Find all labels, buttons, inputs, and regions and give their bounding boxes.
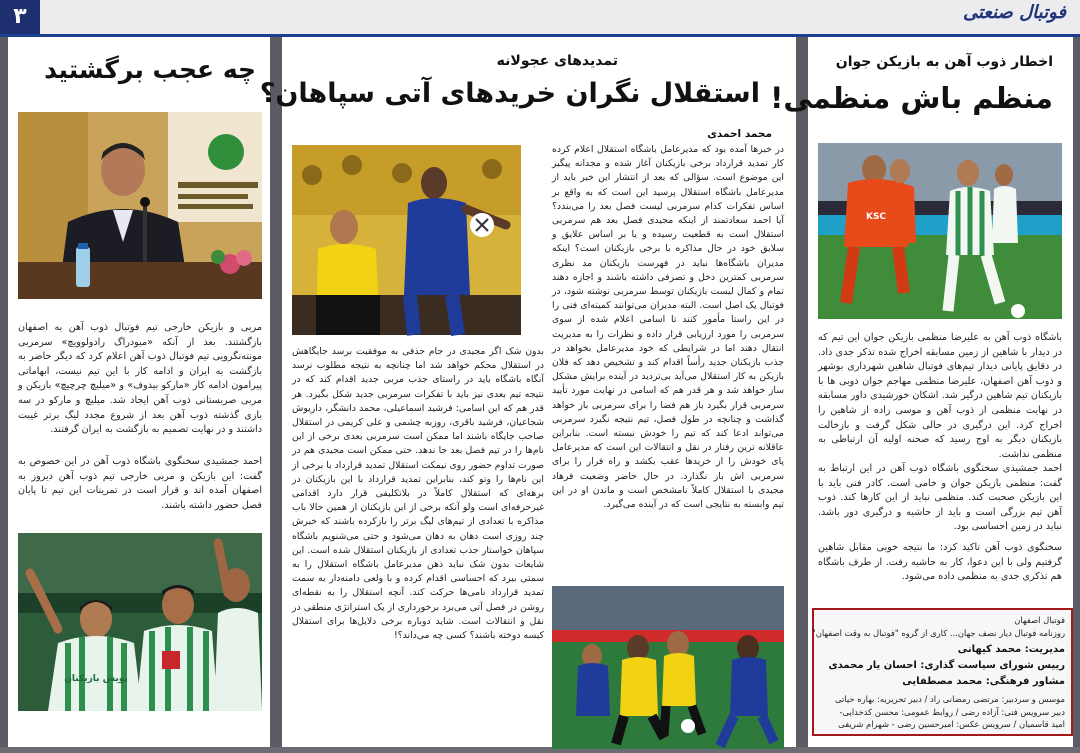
jersey-sponsor: پویش بازیکنان — [64, 674, 128, 684]
middle-kicker: تمدیدهای عجولانه — [496, 53, 618, 69]
gutter-right — [1073, 37, 1080, 747]
masthead-box — [812, 608, 1073, 736]
byline: محمد احمدی — [707, 128, 772, 140]
page-number: ۳ — [0, 0, 40, 34]
masthead-line7: دبیر سرویس فنی: آزاده رضی / روابط عمومی: محسن کدخدایی- — [839, 707, 1065, 717]
gutter-left — [0, 37, 8, 747]
right-headline: منظم باش منظمی! — [770, 81, 1053, 115]
right-article-para2: احمد جمشیدی سخنگوی باشگاه ذوب آهن در این ارتباط به گفت: منظمی بازیکن جوان و خامی است. کادر فنی باید با این بازیکن صحبت کند. منظمی نباید از این کارها کند. ذوب آهن تیم بزرگی است و باید از حاشیه و درگیری دور باشد. نباید در زمین احساسی بود. — [818, 463, 1062, 533]
gutter-center-right — [796, 37, 808, 747]
right-kicker: اخطار ذوب آهن به بازیکن جوان — [835, 54, 1053, 70]
players-celebration-photo — [18, 533, 262, 711]
masthead-cultural-advisor: مشاور فرهنگی: محمد مصطفایی — [902, 676, 1065, 687]
left-article-para2: احمد جمشیدی سخنگوی باشگاه ذوب آهن در این خصوص به گفت: این بازیکن و مربی خارجی تیم ذوب آهن دیروز به اصفهان آمده اند و قرار است در تمرینات این تیم تا پایان فصل حضور داشته باشند. — [18, 456, 262, 511]
manazami-match-photo — [818, 143, 1062, 319]
masthead-policy-head: رییس شورای سیاست گذاری: احسان یار محمدی — [828, 660, 1065, 671]
middle-article-right: در خبرها آمده بود که مدیرعامل باشگاه استقلال اعلام کرده کار تمدید قرارداد برخی بازیکنان آغاز شده و مجدانه پیگیر این موضوع است. سؤالی که بعد از انتشار این خبر باید از مدیرعامل باشگاه استقلال پرسید این است که به واقع بر اساس تفکرات کدام سرمربی لیست فصل بعد را می‌بندد؟ آیا احمد سعادتمند از اینکه مجیدی فصل بعد هم سرمربی استقلال است به قطعیت رسیده و یا بر اساس علایق و سلایق خود در حال مذاکره با برخی بازیکنان است؟ اینکه مدیران باشگاه‌ها نباید در فهرست بازیکنان مد نظری سرمربی کمترین دخل و تصرفی داشته باشند و اجازه دهند تمام و کمال لیست بازیکنان توسط سرمربی نوشته شود، در فوتبال یک اصل است. البته مدیران می‌توانند کمیته‌ای فنی را در این راستا مأمور کنند تا اسامی اعلام شده از سوی سرمربی را مورد ارزیابی قرار داده و نظرات را به مدیریت انتقال دهند اما در شرایطی که خود مدیرعامل بخواهد در جذب بازیکنان جدید رأساً اقدام کند و تشخیص دهد که فلان بازیکن به کار استقلال می‌آید بی‌تردید در آینده برایش مشکل ساز خواهد شد و هر قدر هم که اسامی در نهایت مورد تأیید سرمربی قرار بگیرد باز هم فضا را برای سرمربی باز خواهد گذاشت و چنانچه در طول فصل، تیم نتیجه نگیرد سرمربی می‌تواند ادعا کند که تیم را خودش نبسته است. بنابراین عاقلانه ترین رفتار در نقل و انتقالات این است که مدیرعامل پای خودش را از خریدها عقب بکشد و راه فرار را برای سرمربی اش باز نگذارد. در حال حاضر وضعیت فرهاد مجیدی با استقلال کاملاً نامشخص است و ماندن او در این تیم وابسته به نتایجی است که در آینده می‌گیرد. — [552, 144, 784, 511]
right-article-para1: باشگاه ذوب آهن به علیرضا منظمی بازیکن جوان این تیم که در دیدار با شاهین از زمین مسابقه اخراج شده تذکر جدی داد. در دقایق پایانی دیدار تیم‌های فوتبال شاهین شهرداری بوشهر و ذوب آهن اصفهان، علیرضا منظمی مهاجم جوان ذوبی ها با بازیکنان تیم شاهین درگیر شد. اشکان خورشیدی داور مسابقه در نهایت منظمی از ذوب آهن و موسی زاده از شاهین را اخراج کرد. این درگیری در حالی شکل گرفت و بازخالت بازیکنان دیگر به اوج رسید که صحنه اولیه آن ارتباطی به منظمی نداشت. — [818, 332, 1062, 460]
match-photo-top — [292, 145, 521, 335]
masthead-line8: امید قاسمیان / سرویس عکس: امیرحسین رضی - شهرام شریفی — [838, 719, 1065, 729]
header-bar — [0, 0, 1080, 37]
gutter-center-left — [270, 37, 282, 747]
left-article-para1: مربی و بازیکن خارجی تیم فوتبال ذوب آهن به اصفهان بازگشتند. بعد از آنکه «میودراگ رادولوویچ» سرمربی مونته‌نگرویی تیم فوتبال ذوب آهن اعلام کرد که دیگر حاضر به بازگشت به ایران و ادامه کار با این تیم نیست، ابهاماتی پیرامون ادامه کار «مارکو بیدوف» و «میلیچ چرچیچ» بازیکن و مربی صربستانی ذوب آهن ایجاد شد. میلیچ و مارکو در سه بازی گذشته ذوب آهن بعد از شروع مجدد لیگ برتر غیبت داشتند و در نهایت تصمیم به بازگشت به ایران گرفتند. — [18, 322, 262, 436]
brand-logo: فوتبال صنعتی — [962, 2, 1066, 23]
masthead-line6: موسس و سردبیر: مرتضی رمضانی راد / دبیر تحریریه: بهاره حیاتی — [834, 694, 1065, 704]
speaker-photo — [18, 112, 262, 299]
left-column — [8, 37, 270, 747]
middle-headline: استقلال نگران خریدهای آتی سپاهان؟ — [259, 78, 760, 109]
masthead-line1: فوتبال اصفهان — [1014, 615, 1065, 625]
masthead-manager: مدیریت: محمد کیهانی — [957, 644, 1065, 655]
left-headline: چه عجب برگشتید — [44, 55, 256, 84]
match-photo-bottom — [552, 586, 784, 749]
middle-column — [259, 37, 796, 747]
jersey-sponsor-ksc: KSC — [865, 212, 887, 222]
right-article-para3: سخنگوی ذوب آهن تاکید کرد: ما نتیجه خوبی مقابل شاهین گرفتیم ولی با این دعوا، کار به حاشیه رفت. از طرف باشگاه هم تذکری جدی به منظمی داده می‌شود. — [818, 542, 1062, 583]
middle-article-left: بدون شک اگر مجیدی در جام حذفی به موفقیت برسد جایگاهش در استقلال محکم خواهد شد اما چنانچه به نتیجه مطلوب نرسد آنگاه باشگاه باید در راستای جذب مربی جدید اقدام کند که در نتیجه تیم بعدی نیز باید با تفکرات سرمربی جدید شکل بگیرد. هر قدر هم که این اسامی: فرشید اسماعیلی، محمد دانشگر، داریوش شجاعیان، فرشید باقری، روزبه چشمی و علی کریمی در استقلال صاحب جایگاه باشند اما ممکن است سرمربی بعدی برخی از این نام‌ها را در تیم فصل بعد جا ندهد. حتی ممکن است مجیدی هم در صورت تداوم حضور روی نیمکت استقلال تمدید قرارداد با برخی از این نام‌ها را وتو کند، بنابراین تمدید قرارداد با این بازیکنان در برهه‌ای که استقلال کاملاً در بلاتکلیفی قرار دارد اقدامی غیرحرفه‌ای است ولو آنکه برخی از این بازیکنان از همین حالا باب مذاکره با تعدادی از تیم‌های لیگ برتر را بازکرده باشند که خبرش چند روزی است دهان به دهان می‌شود و حتی می‌شنویم باشگاه سپاهان خواستار جذب تعدادی از بازیکنان استقلال شده است. این شایعات بدون شک نباید ذهن مدیرعامل باشگاه استقلال را به سمتی ببرد که احساسی اقدام کرده و با ولعی دامنه‌دار به سمت تمدید قرارداد نامی‌ها حرکت کند. آنچه استقلال را به نقطه‌ای روشن در فصل آتی می‌برد برخورداری از یک استراتژی منطقی در نقل و انتقالات است. شاید دوباره برخی دلایل‌ها برای استقلال کیسه دوخته باشند؟ کسی چه می‌داند؟! — [292, 346, 544, 642]
masthead-line2: روزنامه فوتبال دیار نصف جهان... کاری از گروه "فوتبال به وقت اصفهان" — [811, 628, 1065, 638]
